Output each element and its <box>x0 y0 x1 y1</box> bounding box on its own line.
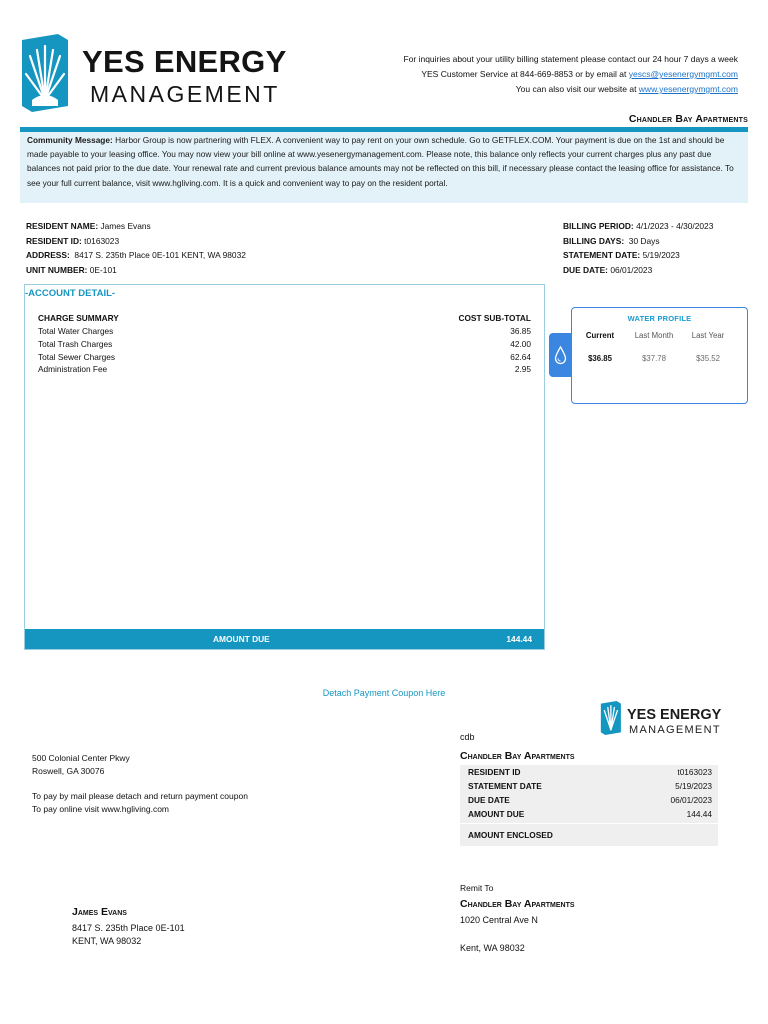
billing-period-label: BILLING PERIOD: <box>563 221 634 231</box>
resident-name: James Evans <box>100 221 151 231</box>
due-date: 06/01/2023 <box>610 264 653 275</box>
billing-info <box>563 219 713 277</box>
amount-enclosed-field[interactable]: AMOUNT ENCLOSED <box>460 823 718 846</box>
inquiry-line-2 <box>298 67 738 82</box>
charge-label: Administration Fee <box>38 364 108 375</box>
water-current-label: Current <box>585 331 615 340</box>
cost-subtotal-header: COST SUB-TOTAL <box>458 313 531 323</box>
inquiry-line-3 <box>298 82 738 97</box>
address-label: ADDRESS: <box>26 250 70 260</box>
address: 8417 S. 235th Place 0E-101 KENT, WA 98032 <box>74 250 246 260</box>
water-profile-tab <box>549 333 572 377</box>
statement-date-row <box>563 248 713 263</box>
coupon-key: STATEMENT DATE <box>468 781 542 791</box>
billing-period-row <box>563 219 713 234</box>
billing-period: 4/1/2023 - 4/30/2023 <box>636 221 714 231</box>
amount-due-bar <box>25 629 544 649</box>
coupon-value: 06/01/2023 <box>670 795 712 805</box>
coupon-brand-line2: MANAGEMENT <box>629 724 721 736</box>
coupon-row-due-date <box>460 793 718 807</box>
charge-row-admin-fee <box>38 363 531 376</box>
charge-row-sewer <box>38 351 531 364</box>
mail-to-line-1: 8417 S. 235th Place 0E-101 <box>72 923 185 933</box>
amount-due-label: AMOUNT DUE <box>213 634 270 644</box>
water-profile-title: WATER PROFILE <box>627 314 692 323</box>
property-title: Chandler Bay Apartments <box>628 113 748 125</box>
mail-to-line-2: KENT, WA 98032 <box>72 936 142 946</box>
coupon-key: DUE DATE <box>468 795 510 805</box>
coupon-key: RESIDENT ID <box>468 767 521 777</box>
water-last-month <box>628 331 680 363</box>
unit-label: UNIT NUMBER: <box>26 264 88 275</box>
email-link[interactable]: yescs@yesenergymgmt.com <box>628 69 738 79</box>
billing-days-label: BILLING DAYS: <box>563 235 625 246</box>
resident-id-label: RESIDENT ID: <box>26 235 82 246</box>
payment-instructions <box>32 790 248 815</box>
charge-row-trash <box>38 338 531 351</box>
inquiry-line-3-text: You can also visit our website at <box>515 84 639 94</box>
water-last-year-label: Last Year <box>691 331 725 340</box>
charge-value: 36.85 <box>510 326 531 336</box>
resident-info <box>26 219 246 277</box>
coupon-property-name: Chandler Bay Apartments <box>460 750 575 762</box>
coupon-brand-line1: YES ENERGY <box>627 707 722 723</box>
amount-due-value: 144.44 <box>506 634 532 644</box>
coupon-value: 5/19/2023 <box>675 781 712 791</box>
unit-number: 0E-101 <box>89 264 117 275</box>
inquiry-line-1: For inquiries about your utility billing statement please contact our 24 hour 7 days a week <box>403 54 738 64</box>
unit-row <box>26 263 246 278</box>
coupon-row-statement-date <box>460 779 718 793</box>
remit-city: Kent, WA 98032 <box>460 943 525 953</box>
billing-days-row <box>563 234 713 249</box>
community-message-text: Harbor Group is now partnering with FLEX. A convenient way to pay rent on your own schedule. Go to GETFLEX.COM. Your payment is due on the 1st and should be made payable to your leasing office. You may now view your bill online at www.yesenergymanagement.com. Please note, this balance only reflects your current charges plus any past due balances not paid prior to the due date. Your renewal rate and current previous balance amounts may not be reflected on this bill, if necessary please contact the leasing office for assistance. To see your full current balance, visit www.hgliving.com. It is a quick and convenient way to pay on the resident portal. <box>27 135 734 188</box>
detach-coupon-text: Detach Payment Coupon Here <box>322 688 446 698</box>
due-date-row <box>563 263 713 278</box>
charge-label: Total Sewer Charges <box>38 351 116 362</box>
sender-address <box>32 752 130 777</box>
inquiry-info <box>298 52 738 97</box>
yes-energy-small-logo-icon <box>599 701 621 735</box>
water-current-value: $36.85 <box>588 354 612 363</box>
charge-list <box>38 325 531 376</box>
mail-to-address <box>72 922 185 948</box>
charge-label: Total Water Charges <box>38 326 114 336</box>
website-link[interactable]: www.yesenergymgmt.com <box>638 84 738 94</box>
pay-by-mail-note: To pay by mail please detach and return payment coupon <box>32 791 248 801</box>
statement-date: 5/19/2023 <box>642 250 680 260</box>
remit-name: Chandler Bay Apartments <box>460 898 575 910</box>
water-last-month-label: Last Month <box>634 331 674 340</box>
charge-row-water <box>38 325 531 338</box>
water-last-month-value: $37.78 <box>642 354 666 363</box>
due-date-label: DUE DATE: <box>563 264 608 275</box>
yes-energy-logo-icon <box>18 34 68 112</box>
coupon-code: cdb <box>460 732 475 742</box>
sender-line-2: Roswell, GA 30076 <box>32 765 105 776</box>
mail-to-name: James Evans <box>72 906 127 918</box>
coupon-table <box>460 765 718 846</box>
resident-id-row <box>26 234 246 249</box>
brand-name-line2: MANAGEMENT <box>90 81 280 107</box>
water-last-year <box>682 331 734 363</box>
resident-id: t0163023 <box>84 235 120 246</box>
charge-summary-header: CHARGE SUMMARY <box>38 313 119 323</box>
water-drop-icon <box>549 333 572 377</box>
remit-address-line: 1020 Central Ave N <box>460 915 538 925</box>
resident-name-row <box>26 219 246 234</box>
coupon-value: 144.44 <box>686 809 712 819</box>
charge-value: 2.95 <box>514 364 531 375</box>
resident-name-label: RESIDENT NAME: <box>26 221 99 231</box>
address-row <box>26 248 246 263</box>
statement-date-label: STATEMENT DATE: <box>563 250 641 260</box>
pay-online-note: To pay online visit www.hgliving.com <box>32 803 170 814</box>
remit-to-label: Remit To <box>460 883 494 893</box>
coupon-value: t0163023 <box>677 767 712 777</box>
coupon-row-amount-due <box>460 807 718 821</box>
inquiry-line-2-text: YES Customer Service at 844-669-8853 or by email at <box>421 69 629 79</box>
account-detail-title: -ACCOUNT DETAIL- <box>25 288 116 299</box>
charge-value: 42.00 <box>510 338 531 349</box>
community-message-label: Community Message: <box>27 135 113 145</box>
charge-label: Total Trash Charges <box>38 338 113 349</box>
billing-days: 30 Days <box>628 235 660 246</box>
charge-value: 62.64 <box>510 351 531 362</box>
community-message <box>20 132 748 203</box>
coupon-row-resident-id <box>460 765 718 779</box>
sender-line-1: 500 Colonial Center Pkwy <box>32 753 130 763</box>
water-last-year-value: $35.52 <box>696 354 720 363</box>
brand-name-line1: YES ENERGY <box>82 44 287 79</box>
water-current <box>574 331 626 363</box>
coupon-key: AMOUNT DUE <box>468 809 525 819</box>
